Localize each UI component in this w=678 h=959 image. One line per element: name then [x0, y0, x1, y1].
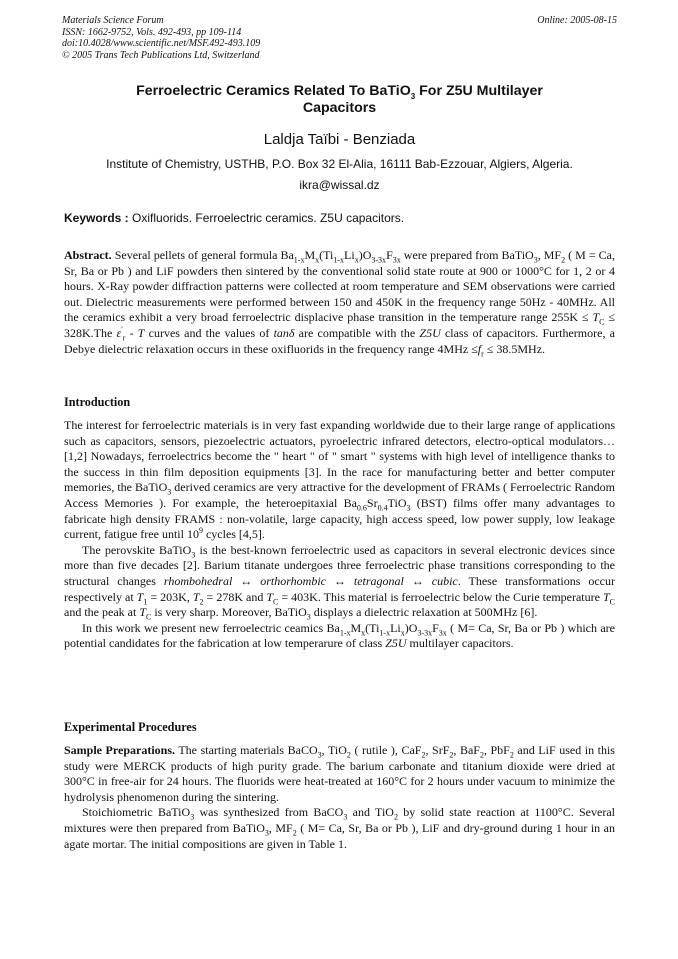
keywords-label: Keywords : — [64, 211, 129, 225]
author-email[interactable]: ikra@wissal.dz — [299, 178, 380, 192]
abstract: Abstract. Several pellets of general formula $Ba_{1-x}M_x(Ti_{1-x}Li_x)O_{3-3x}F_{3x}$ were prepared from BaTiO$_3$, $MF_2$ ( M = Ca, Sr, Ba or Pb ) and LiF powders then sintered by the conventional solid state route at 900 or 1000°C for 1, 2 or 4 hours. X-Ray powder diffraction patterns were collected at room temperature and SEM observations were carried out. Dielectric measurements were performed between 150 and 450K in the frequency range 50Hz - 40MHz. All the ceramics exhibit a very broad ferroelectric displacive phase transition in the temperature range $255K \le T_C \le 328K.The$ $\varepsilon'_r$ - T curves and the values of tanδ are compatible with the Z5U class of capacitors. Furthermore, a Debye dielectric relaxation occurs in these oxifluorids in the frequency range $4MHz \le f_r \le 38.5MHz$. — [64, 248, 615, 358]
introduction-body — [64, 418, 615, 652]
keywords: Keywords : Oxifluorids. Ferroelectric ceramics. Z5U capacitors. — [64, 211, 405, 225]
exp-paragraph-2: Stoichiometric BaTiO$_3$ was synthesized from BaCO$_3$ and TiO$_2$ by solid state reaction at 1100°C. Several mixtures were then prepared from BaTiO$_3$, $MF_2$ ( M= Ca, Sr, Ba or Pb ), LiF and dry-ground during 1 hour in an agate mortar. The initial compositions are given in Table 1. — [64, 805, 615, 851]
exp-paragraph-1: Sample Preparations. The starting materials BaCO$_3$, TiO$_2$ ( rutile ), CaF$_2$, SrF$_2$, BaF$_2$, PbF$_2$ and LiF used in this study were MERCK products of high purity grade. The barium carbonate and titanium dioxide were dried at 300°C in free-air for 24 hours. The fluorids were heat-treated at 160°C for 2 hours under vacuum to minimize the hydrolysis phenomenon during the sintering. — [64, 743, 615, 804]
journal-header — [62, 15, 617, 61]
experimental-heading: Experimental Procedures — [64, 720, 197, 734]
affiliation: Institute of Chemistry, USTHB, P.O. Box 32 El-Alia, 16111 Bab-Ezzouar, Algiers, Algeria. — [106, 157, 573, 171]
online-date: Online: 2005-08-15 — [537, 15, 617, 26]
copyright-line: © 2005 Trans Tech Publications Ltd, Switzerland — [62, 49, 260, 61]
introduction-heading: Introduction — [64, 395, 131, 409]
intro-paragraph-2: The perovskite BaTiO$_3$ is the best-known ferroelectric used as capacitors in several electronic devices since more than five decades [2]. Barium titanate undergoes three ferroelectric phase transitions corresponding to the structural changes rhombohedral ↔ orthorhombic ↔ tetragonal ↔ cubic. These transformations occur respectively at $T_1 = 203K$, $T_2 = 278K$ and $T_C = 403K$. This material is ferroelectric below the Curie temperature $T_C$ and the peak at $T_C$ is very sharp. Moreover, BaTiO$_3$ displays a dielectric relaxation at 500MHz [6]. — [64, 542, 616, 622]
paper-title: Ferroelectric Ceramics Related To BaTiO$_3$ For Z5U Multilayer Capacitors — [136, 83, 543, 116]
intro-paragraph-3: In this work we present new ferroelectric ceamics $Ba_{1-x}M_x(Ti_{1-x}Li_x)O_{3-3x}F_{3x}$ ( M= Ca, Sr, Ba or Pb ) which are potential candidates for the fabrication at low temperarure of class Z5U multilayer capacitors. — [64, 620, 615, 651]
author-name: Laldja Taïbi - Benziada — [263, 131, 416, 148]
issn-line: ISSN: 1662-9752, Vols. 492-493, pp 109-114 — [62, 26, 242, 38]
doi-line[interactable]: doi:10.4028/www.scientific.net/MSF.492-493.109 — [62, 38, 261, 49]
journal-name: Materials Science Forum — [62, 15, 164, 26]
intro-paragraph-1: The interest for ferroelectric materials is in very fast expanding worldwide due to their large range of applications such as capacitors, sensors, piezoelectric actuators, pyroelectric infrared detectors, electro-optical modulators…[1,2] Nowadays, ferroelectrics become the " heart " of " smart " systems with high level of intelligence thanks to the success in thin film deposition equipments [3]. In the race for manufacturing better and better computer memories, the BaTiO$_3$ derived ceramics are very attractive for the development of FRAMs ( Ferroelectric Random Access Memories ). For example, the heteroepitaxial $Ba_{0.6}Sr_{0.4}TiO_3$ (BST) films offer many advantages to fabricate high density FRAMS : non-volatile, large capacity, high access speed, low power supply, low leakage current, fatigue free until $10^9$ cycles [4,5]. — [64, 418, 616, 542]
experimental-body — [64, 743, 615, 852]
